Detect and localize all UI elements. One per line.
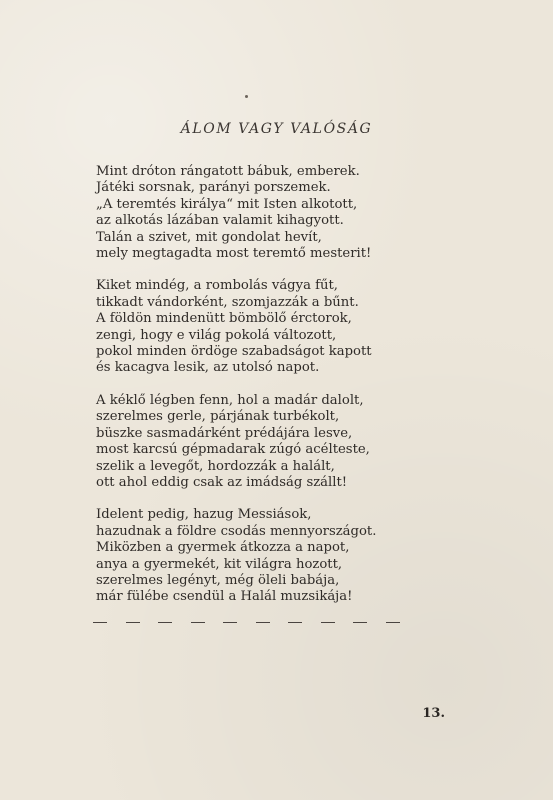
dash [191,622,205,623]
poem-line: szelik a levegőt, hordozzák a halált, [96,458,335,474]
ornament-dot [245,95,248,98]
dash [321,622,335,623]
poem-line: Idelent pedig, hazug Messiások, [96,507,312,523]
poem-line: ott ahol eddig csak az imádság szállt! [96,474,348,490]
poem-line: büszke sasmadárként prédájára lesve, [96,425,353,441]
dash [353,622,367,623]
poem-line: mely megtagadta most teremtő mesterit! [96,246,372,262]
poem-line: és kacagva lesik, az utolsó napot. [96,360,320,376]
poem-line: „A teremtés királya“ mit Isten alkotott, [96,196,358,212]
poem-line: A kéklő légben fenn, hol a madár dalolt, [96,392,364,408]
poem-line: hazudnak a földre csodás mennyországot. [96,523,377,539]
dash [256,622,270,623]
poem-line: már fülébe csendül a Halál muzsikája! [96,589,353,605]
poem-line: zengi, hogy e világ pokolá változott, [96,327,337,343]
stanza-1 [96,164,416,262]
end-dash-divider [93,622,400,623]
poem-title: ÁLOM VAGY VALÓSÁG [180,121,373,137]
poem-line: az alkotás lázában valamit kihagyott. [96,213,344,229]
stanza-4 [96,507,416,605]
poem-line: pokol minden ördöge szabadságot kapott [96,344,372,360]
dash [126,622,140,623]
poem-line: Talán a szivet, mit gondolat hevít, [96,229,322,245]
dash [386,622,400,623]
dash [223,622,237,623]
stanza-3 [96,393,416,491]
poem-line: anya a gyermekét, kit világra hozott, [96,556,343,572]
poem-line: szerelmes gerle, párjának turbékolt, [96,409,340,425]
dash [93,622,107,623]
poem-line: szerelmes legényt, még öleli babája, [96,572,340,588]
poem-line: Mint dróton rángatott bábuk, emberek. [96,164,360,179]
poem-body [96,164,416,622]
poem-line: Miközben a gyermek átkozza a napot, [96,540,350,556]
dash [158,622,172,623]
poem-line: Kiket mindég, a rombolás vágya fűt, [96,278,338,294]
poem-line: A földön mindenütt bömbölő érctorok, [96,311,352,327]
poem-line: most karcsú gépmadarak zúgó acélteste, [96,442,370,458]
poem-line: Játéki sorsnak, parányi porszemek. [96,180,331,196]
dash [288,622,302,623]
stanza-2 [96,278,416,376]
page-number: 13. [422,706,445,721]
poem-line: tikkadt vándorként, szomjazzák a bűnt. [96,294,359,310]
